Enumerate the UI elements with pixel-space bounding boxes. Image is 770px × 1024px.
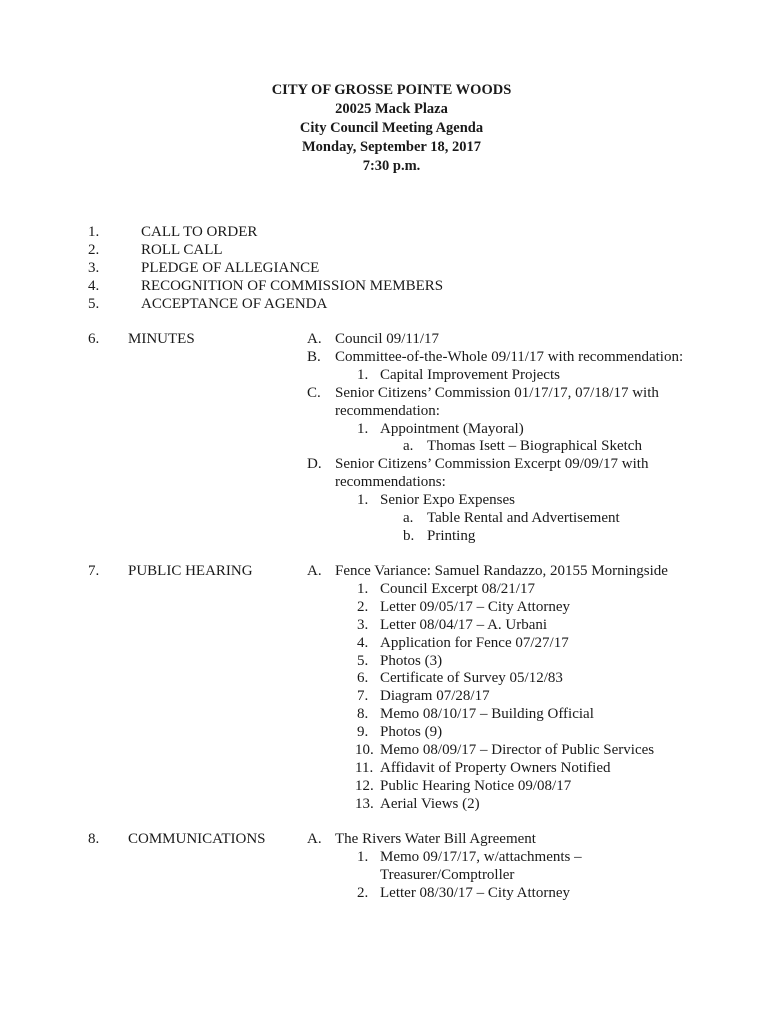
- item-text: Senior Citizens’ Commission Excerpt 09/09/17 with: [335, 456, 649, 473]
- item-marker: A.: [307, 831, 322, 847]
- item-marker: 9.: [357, 724, 369, 741]
- item-marker: B.: [307, 348, 321, 365]
- meeting-date: Monday, September 18, 2017: [302, 139, 481, 155]
- city-name: CITY OF GROSSE POINTE WOODS: [271, 82, 512, 98]
- item-marker: A.: [307, 331, 322, 347]
- item-marker: 2.: [357, 884, 369, 901]
- section-number: 8.: [88, 831, 100, 847]
- item-marker: 6.: [357, 670, 369, 687]
- agenda-item-number: 3.: [88, 259, 100, 276]
- item-text: Certificate of Survey 05/12/83: [380, 670, 563, 687]
- item-marker: 10.: [355, 742, 374, 758]
- item-text: Memo 08/10/17 – Building Official: [380, 706, 594, 723]
- item-text: Appointment (Mayoral): [380, 420, 524, 437]
- item-text: Diagram 07/28/17: [380, 688, 490, 705]
- item-marker: 1.: [357, 848, 369, 865]
- item-marker: 2.: [357, 598, 369, 615]
- item-marker: 5.: [357, 652, 369, 669]
- item-marker: 12.: [355, 777, 374, 794]
- item-marker: 1.: [357, 492, 369, 509]
- item-marker: b.: [403, 527, 415, 544]
- section-title: MINUTES: [128, 331, 195, 347]
- agenda-item-title: ROLL CALL: [141, 241, 223, 258]
- meeting-time: 7:30 p.m.: [362, 158, 421, 174]
- section-title: PUBLIC HEARING: [128, 563, 253, 579]
- item-text: Council Excerpt 08/21/17: [380, 580, 535, 597]
- item-text: Public Hearing Notice 09/08/17: [380, 777, 572, 794]
- agenda-item-title: ACCEPTANCE OF AGENDA: [141, 295, 328, 312]
- item-text: Committee-of-the-Whole 09/11/17 with recommendation:: [335, 348, 684, 365]
- section-number: 7.: [88, 563, 100, 579]
- item-marker: D.: [307, 456, 322, 473]
- item-text: Letter 09/05/17 – City Attorney: [380, 598, 570, 615]
- item-marker: 3.: [357, 616, 369, 633]
- agenda-item-title: PLEDGE OF ALLEGIANCE: [141, 259, 320, 276]
- item-marker: a.: [403, 438, 414, 455]
- agenda-item-number: 5.: [88, 295, 100, 312]
- item-marker: 1.: [357, 366, 369, 383]
- address: 20025 Mack Plaza: [335, 101, 448, 117]
- item-marker: a.: [403, 510, 414, 526]
- item-text: Application for Fence 07/27/17: [380, 634, 569, 651]
- item-marker: A.: [307, 563, 322, 579]
- item-text: Letter 08/30/17 – City Attorney: [380, 884, 570, 901]
- agenda-header: [0, 81, 770, 176]
- item-marker: 11.: [355, 759, 374, 776]
- item-text: Table Rental and Advertisement: [427, 510, 620, 526]
- item-text: Letter 08/04/17 – A. Urbani: [380, 616, 548, 633]
- item-text: Aerial Views (2): [380, 795, 480, 812]
- item-text: Printing: [427, 527, 476, 544]
- agenda-item-number: 4.: [88, 277, 100, 294]
- item-text: Senior Expo Expenses: [380, 492, 515, 509]
- item-marker: C.: [307, 384, 321, 401]
- agenda-item-number: 2.: [88, 241, 100, 258]
- item-text: Memo 08/09/17 – Director of Public Services: [380, 742, 655, 758]
- item-text: Council 09/11/17: [335, 331, 440, 347]
- item-text: Senior Citizens’ Commission 01/17/17, 07/18/17 with: [335, 384, 659, 401]
- item-text: Photos (9): [380, 724, 443, 741]
- item-marker: 1.: [357, 420, 369, 437]
- item-text: Affidavit of Property Owners Notified: [380, 759, 611, 776]
- item-text: Thomas Isett – Biographical Sketch: [427, 438, 642, 455]
- item-marker: 13.: [355, 795, 374, 812]
- agenda-item-number: 1.: [88, 224, 100, 240]
- section-title: COMMUNICATIONS: [128, 831, 266, 847]
- item-text: The Rivers Water Bill Agreement: [335, 831, 536, 847]
- item-text: Fence Variance: Samuel Randazzo, 20155 Morningside: [335, 563, 668, 579]
- item-marker: 8.: [357, 706, 369, 723]
- item-marker: 1.: [357, 580, 369, 597]
- agenda-item-title: CALL TO ORDER: [141, 224, 258, 240]
- item-text: Capital Improvement Projects: [380, 366, 560, 383]
- item-text: recommendation:: [335, 402, 440, 419]
- meeting-title: City Council Meeting Agenda: [299, 120, 484, 136]
- item-text: recommendations:: [335, 474, 446, 491]
- item-text: Photos (3): [380, 652, 443, 669]
- item-marker: 7.: [357, 688, 369, 705]
- item-marker: 4.: [357, 634, 369, 651]
- item-text: Memo 09/17/17, w/attachments –: [380, 848, 582, 865]
- section-number: 6.: [88, 331, 100, 347]
- agenda-item-title: RECOGNITION OF COMMISSION MEMBERS: [141, 277, 444, 294]
- item-text: Treasurer/Comptroller: [380, 866, 515, 883]
